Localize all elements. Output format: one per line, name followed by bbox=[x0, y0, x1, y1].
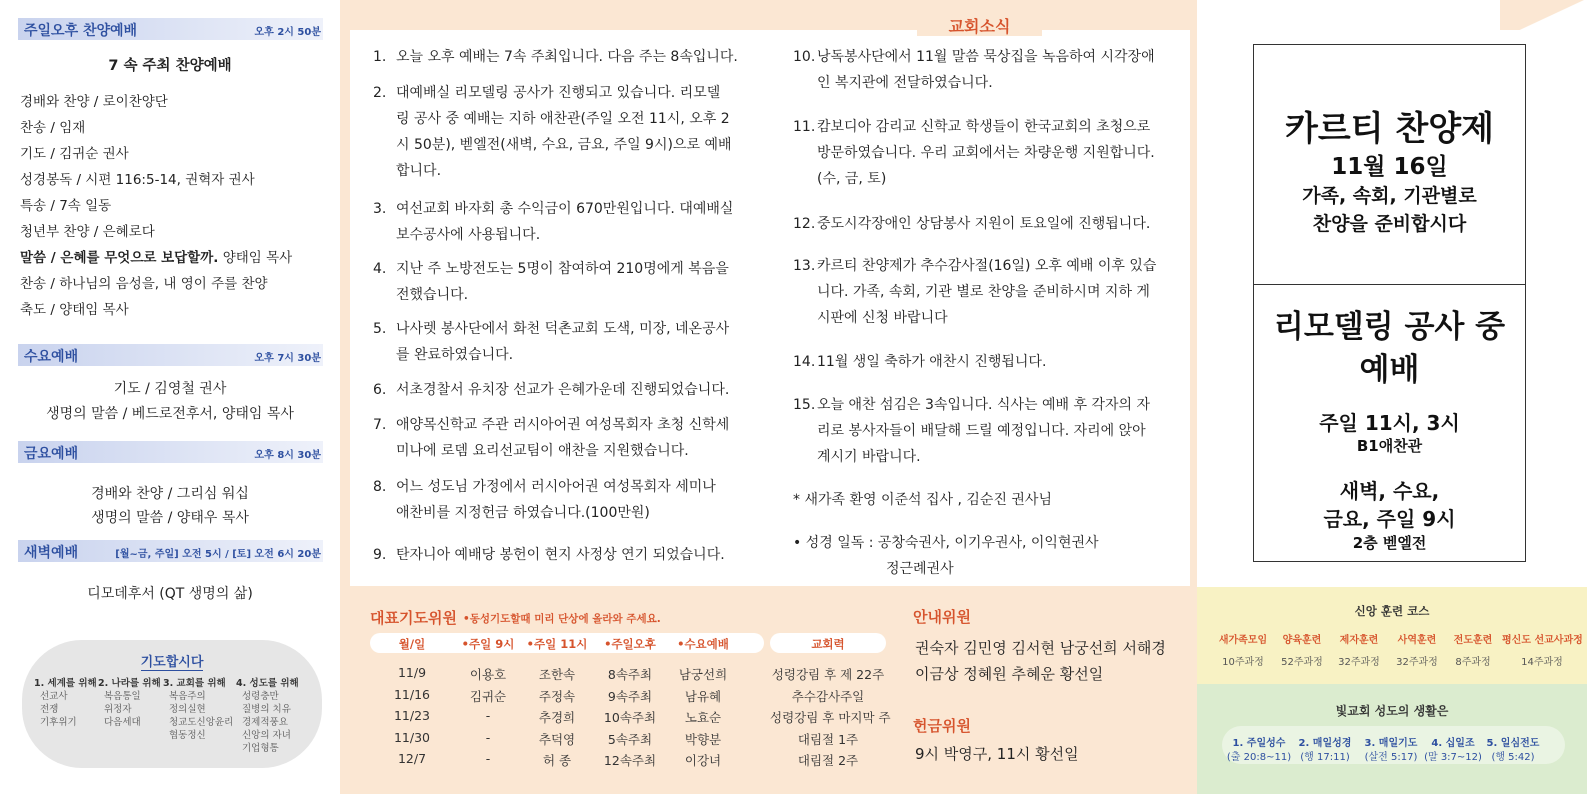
news-item-number: 6. bbox=[373, 382, 387, 398]
course-name: 새가족모임 bbox=[1218, 635, 1268, 646]
dawn-worship-time: [월~금, 주일] 오전 5시 / [토] 오전 6시 20분 bbox=[115, 549, 321, 560]
prayer-column bbox=[98, 677, 161, 729]
order-item: 기도 / 김영철 권사 bbox=[113, 381, 227, 397]
order-item: 경배와 찬양 / 로이찬양단 bbox=[20, 94, 168, 110]
prayer-item: 정의실현 bbox=[169, 704, 206, 715]
order-item: 성경봉독 / 시편 116:5-14, 권혁자 권사 bbox=[20, 172, 255, 188]
table-cell: 조한속 bbox=[538, 667, 576, 682]
course-length: 32주과정 bbox=[1396, 657, 1438, 668]
order-item: 생명의 말씀 / 베드로전후서, 양태임 목사 bbox=[46, 406, 294, 422]
news-item-number: 14. bbox=[793, 354, 816, 370]
table-header-cell: •주일 9시 bbox=[461, 637, 515, 651]
news-item-text: 오늘 오후 예배는 7속 주최입니다. 다음 주는 8속입니다. bbox=[396, 49, 738, 65]
course-length: 32주과정 bbox=[1338, 657, 1380, 668]
dawn-worship-header bbox=[18, 540, 323, 562]
news-item bbox=[373, 412, 763, 464]
sermon-preacher: 양태임 목사 bbox=[218, 250, 293, 266]
news-item bbox=[373, 80, 763, 184]
newcomer-welcome: * 새가족 환영 이준석 집사 , 김순진 권사님 bbox=[793, 492, 1052, 508]
order-item: 기도 / 김귀순 권사 bbox=[20, 146, 129, 162]
news-item-text: 오늘 애찬 섬김은 3속입니다. 식사는 예배 후 각자의 자 리로 봉사자들이 배달해 드릴 예정입니다. 자리에 앉아 계시기 바랍니다. bbox=[817, 397, 1150, 465]
prayer-item: 신앙의 자녀 bbox=[242, 730, 291, 741]
news-item-number: 9. bbox=[373, 547, 387, 563]
news-item-text: 캄보디아 감리교 신학교 학생들이 한국교회의 초청으로 방문하였습니다. 우리 교회에서는 차량운행 지원합니다. (수, 금, 토) bbox=[817, 119, 1155, 187]
news-item bbox=[373, 44, 763, 70]
sermon-line bbox=[20, 246, 292, 266]
news-item-number: 10. bbox=[793, 49, 816, 65]
life-item-ref: (말 3:7~12) bbox=[1424, 752, 1482, 763]
news-item bbox=[793, 392, 1188, 470]
event-title: 카르티 찬양제 bbox=[1285, 109, 1494, 149]
course-length: 8주과정 bbox=[1455, 657, 1491, 668]
table-cell: 11/23 bbox=[393, 708, 431, 723]
prayer-item: 복음주의 bbox=[169, 691, 206, 702]
prayer-item: 성령충만 bbox=[242, 691, 279, 702]
prayer-topics bbox=[22, 640, 322, 768]
friday-worship-header bbox=[18, 441, 323, 463]
course-name: 평신도 선교사과정 bbox=[1502, 635, 1583, 646]
prayer-item: 청교도신앙윤리 bbox=[169, 717, 234, 728]
course-name: 전도훈련 bbox=[1453, 635, 1493, 646]
news-item-text: 대예배실 리모델링 공사가 진행되고 있습니다. 리모델 링 공사 중 예배는 지하 애찬관(주일 오전 11시, 오후 2 시 50분), 벧엘전(새벽, 수요, 금요, 주일 9시)으로 예배 합니다. bbox=[396, 85, 732, 179]
news-item-text: 중도시각장애인 상담봉사 지원이 토요일에 진행됩니다. bbox=[817, 216, 1151, 232]
prayer-column bbox=[163, 677, 233, 742]
table-cell: 12속주최 bbox=[603, 753, 657, 768]
table-cell: 남궁선희 bbox=[678, 667, 728, 682]
table-cell: 허 종 bbox=[542, 753, 572, 768]
bible-reading-line: 정근례권사 bbox=[886, 561, 954, 577]
table-cell: 11/16 bbox=[393, 686, 431, 702]
table-cell: 5속주최 bbox=[607, 731, 653, 747]
table-cell: 9속주최 bbox=[607, 688, 653, 704]
committees-panel bbox=[340, 587, 1197, 794]
ushers-line: 권숙자 김민영 김서현 남궁선희 서해경 bbox=[915, 639, 1166, 657]
table-cell: 성령강림 후 제 22주 bbox=[771, 667, 885, 682]
news-item bbox=[793, 114, 1188, 192]
remodel-title: 예배 bbox=[1359, 352, 1420, 388]
order-item: 특송 / 7속 일동 bbox=[20, 198, 112, 214]
table-cell: 8속주최 bbox=[607, 667, 653, 682]
news-item-number: 11. bbox=[793, 119, 816, 135]
news-item-number: 12. bbox=[793, 216, 816, 232]
news-item-text: 탄자니아 예배당 봉헌이 현지 사정상 연기 되었습니다. bbox=[396, 547, 725, 563]
news-item bbox=[793, 349, 1188, 375]
news-item bbox=[373, 542, 763, 568]
table-cell: 성령강림 후 마지막 주 bbox=[770, 710, 891, 725]
prayer-leaders-note: •동성기도할때 미리 단상에 올라와 주세요. bbox=[463, 613, 661, 625]
news-item-text: 지난 주 노방전도는 5명이 참여하여 210명에게 복음을 전했습니다. bbox=[396, 261, 729, 303]
news-item-text: 어느 성도님 가정에서 러시아어권 여성목회자 세미나 애찬비를 지정헌금 하였습니다.(100만원) bbox=[396, 479, 716, 521]
table-header-cell: 월/일 bbox=[398, 637, 426, 651]
prayer-column-head: 1. 세계를 위해 bbox=[34, 678, 97, 689]
news-item-text: 낭독봉사단에서 11월 말씀 묵상집을 녹음하여 시각장애 인 복지관에 전달하였습니다. bbox=[817, 49, 1155, 91]
prayer-column-head: 2. 나라를 위해 bbox=[98, 678, 161, 689]
news-item bbox=[373, 316, 763, 368]
news-item-number: 2. bbox=[373, 85, 387, 101]
news-item bbox=[793, 211, 1188, 237]
table-header-cell: •수요예배 bbox=[677, 637, 729, 651]
sermon-title: 말씀 / 은혜를 무엇으로 보답할까. bbox=[20, 250, 219, 266]
order-item: 찬송 / 임재 bbox=[20, 120, 86, 136]
news-item bbox=[373, 474, 763, 526]
news-item-number: 3. bbox=[373, 201, 387, 217]
order-item: 청년부 찬양 / 은혜로다 bbox=[20, 224, 155, 240]
ushers-title: 안내위원 bbox=[913, 608, 971, 626]
course-name: 양육훈련 bbox=[1282, 635, 1322, 646]
table-cell: 11/9 bbox=[397, 665, 427, 680]
wednesday-worship-header bbox=[18, 344, 323, 366]
table-cell: 이용호 bbox=[469, 667, 507, 682]
sunday-worship-subtitle: 7 속 주최 찬양예배 bbox=[108, 58, 232, 74]
training-title: 신앙 훈련 코스 bbox=[1354, 604, 1430, 618]
ushers-line: 이금상 정혜원 추혜운 황선일 bbox=[915, 665, 1104, 683]
table-cell: 김귀순 bbox=[469, 688, 507, 704]
news-item-number: 1. bbox=[373, 49, 387, 65]
prayer-item: 전쟁 bbox=[40, 704, 59, 715]
news-item-text: 나사렛 봉사단에서 화천 덕촌교회 도색, 미장, 네온공사 를 완료하였습니다. bbox=[396, 321, 730, 363]
prayer-item: 다음세대 bbox=[104, 717, 141, 728]
wednesday-worship-time: 오후 7시 30분 bbox=[254, 353, 321, 364]
table-cell: 추수감사주일 bbox=[791, 688, 865, 704]
table-cell: 추경희 bbox=[538, 710, 576, 725]
order-item: 경배와 찬양 / 그리심 워십 bbox=[91, 486, 249, 502]
notice-divider bbox=[1254, 284, 1525, 285]
prayer-item: 기업형통 bbox=[242, 743, 279, 754]
prayer-column-head: 4. 성도를 위해 bbox=[236, 678, 299, 689]
prayer-leaders-title: 대표기도위원 bbox=[370, 609, 457, 627]
life-title: 빛교회 성도의 생활은 bbox=[1335, 704, 1449, 718]
news-item-text: 서초경찰서 유치장 선교가 은혜가운데 진행되었습니다. bbox=[396, 382, 730, 398]
offering-line: 9시 박영구, 11시 황선일 bbox=[915, 745, 1079, 763]
life-item-ref: (행 17:11) bbox=[1300, 752, 1350, 763]
course-length: 10주과정 bbox=[1222, 657, 1264, 668]
news-item-text: 카르티 찬양제가 추수감사절(16일) 오후 예배 이후 있습 니다. 가족, 속회, 기관 별로 찬양을 준비하시며 지하 게 시판에 신청 바랍니다 bbox=[817, 258, 1157, 326]
remodel-title: 리모델링 공사 중 bbox=[1273, 309, 1506, 345]
news-item bbox=[373, 196, 763, 248]
table-cell: 노효순 bbox=[684, 710, 722, 725]
course-name: 사역훈련 bbox=[1397, 635, 1437, 646]
prayer-item: 협동정신 bbox=[169, 730, 206, 741]
sunday-worship-header bbox=[18, 18, 323, 40]
news-item-number: 8. bbox=[373, 479, 387, 495]
news-item bbox=[793, 253, 1188, 331]
table-cell: 이강녀 bbox=[684, 753, 722, 768]
table-cell: 주정속 bbox=[538, 688, 576, 704]
life-item-name: 1. 주일성수 bbox=[1232, 738, 1286, 749]
offering-title: 헌금위원 bbox=[913, 717, 971, 735]
table-cell: - bbox=[485, 708, 491, 723]
remodel-time: 금요, 주일 9시 bbox=[1323, 507, 1456, 531]
news-item-number: 13. bbox=[793, 258, 816, 274]
life-item-name: 3. 매일기도 bbox=[1364, 738, 1418, 749]
prayer-item: 복음통일 bbox=[104, 691, 141, 702]
notice-box bbox=[1253, 44, 1526, 562]
news-item-text: 여선교회 바자회 총 수익금이 670만원입니다. 대예배실 보수공사에 사용됩니다. bbox=[396, 201, 734, 243]
table-cell: 대림절 1주 bbox=[797, 731, 859, 747]
news-title: 교회소식 bbox=[948, 17, 1011, 36]
table-cell: 남유혜 bbox=[684, 688, 722, 704]
life-item-ref: (살전 5:17) bbox=[1364, 752, 1418, 763]
remodel-place: 2층 벧엘전 bbox=[1352, 534, 1427, 552]
event-line: 가족, 속회, 기관별로 bbox=[1302, 185, 1477, 207]
life-item-name: 5. 일심전도 bbox=[1486, 738, 1540, 749]
prayer-title: 기도합시다 bbox=[140, 655, 204, 670]
order-item: 생명의 말씀 / 양태우 목사 bbox=[91, 510, 249, 526]
life-item-ref: (출 20:8~11) bbox=[1226, 752, 1292, 763]
remodel-time: 새벽, 수요, bbox=[1339, 479, 1440, 503]
order-item: 축도 / 양태임 목사 bbox=[20, 302, 129, 318]
prayer-item: 기후위기 bbox=[40, 717, 77, 728]
wednesday-worship-title: 수요예배 bbox=[24, 349, 79, 365]
table-cell: 추덕영 bbox=[538, 731, 576, 747]
sunday-worship-title: 주일오후 찬양예배 bbox=[24, 23, 138, 39]
table-cell: 대림절 2주 bbox=[797, 753, 859, 768]
news-item-number: 5. bbox=[373, 321, 387, 337]
news-item bbox=[373, 377, 763, 403]
news-item-number: 4. bbox=[373, 261, 387, 277]
prayer-column bbox=[34, 677, 97, 729]
news-item-text: 애양목신학교 주관 러시아어권 여성목회자 초청 신학세 미나에 로뎀 요리선교팀이 애찬을 지원했습니다. bbox=[396, 417, 730, 459]
life-item-ref: (행 5:42) bbox=[1491, 752, 1535, 763]
training-course-panel bbox=[1197, 587, 1587, 684]
bible-reading-line: • 성경 일독 : 공창숙권사, 이기우권사, 이익현권사 bbox=[793, 535, 1099, 551]
news-item-text: 11월 생일 축하가 애찬시 진행됩니다. bbox=[817, 354, 1047, 370]
table-cell: 박향분 bbox=[684, 731, 722, 747]
life-item-name: 2. 매일성경 bbox=[1298, 738, 1352, 749]
prayer-item: 선교사 bbox=[40, 691, 68, 702]
prayer-item: 경제적풍요 bbox=[242, 717, 288, 728]
course-length: 14주과정 bbox=[1521, 657, 1563, 668]
prayer-column bbox=[236, 677, 299, 755]
prayer-item: 질병의 치유 bbox=[242, 704, 291, 715]
news-item bbox=[793, 44, 1188, 96]
prayer-item: 위정자 bbox=[104, 704, 132, 715]
news-item-number: 15. bbox=[793, 397, 816, 413]
course-name: 제자훈련 bbox=[1339, 635, 1379, 646]
table-header-cell: •주일 11시 bbox=[526, 637, 588, 651]
news-item bbox=[373, 256, 763, 308]
friday-worship-time: 오후 8시 30분 bbox=[254, 450, 321, 461]
remodel-place: B1애찬관 bbox=[1356, 437, 1423, 455]
prayer-column-head: 3. 교회를 위해 bbox=[163, 678, 226, 689]
friday-worship-title: 금요예배 bbox=[24, 446, 79, 462]
table-cell: 11/30 bbox=[393, 729, 431, 745]
table-cell: - bbox=[485, 751, 491, 766]
event-line: 찬양을 준비합시다 bbox=[1312, 213, 1467, 235]
table-cell: - bbox=[485, 729, 491, 745]
news-item-number: 7. bbox=[373, 417, 387, 433]
order-item: 찬송 / 하나님의 음성을, 내 영이 주를 찬양 bbox=[20, 276, 268, 292]
table-cell: 10속주최 bbox=[603, 710, 657, 725]
table-cell: 12/7 bbox=[397, 751, 427, 766]
table-header-cell: •주일오후 bbox=[604, 637, 656, 651]
dawn-worship-title: 새벽예배 bbox=[24, 545, 79, 561]
corner-decoration bbox=[1500, 0, 1587, 30]
order-item: 디모데후서 (QT 생명의 삶) bbox=[87, 586, 253, 602]
worship-order-column bbox=[0, 0, 340, 794]
table-header-cell: 교회력 bbox=[811, 637, 845, 651]
remodel-time: 주일 11시, 3시 bbox=[1319, 411, 1460, 435]
life-item-name: 4. 십일조 bbox=[1431, 738, 1475, 749]
course-length: 52주과정 bbox=[1281, 657, 1323, 668]
sunday-worship-time: 오후 2시 50분 bbox=[254, 27, 321, 38]
event-date: 11월 16일 bbox=[1331, 154, 1448, 180]
